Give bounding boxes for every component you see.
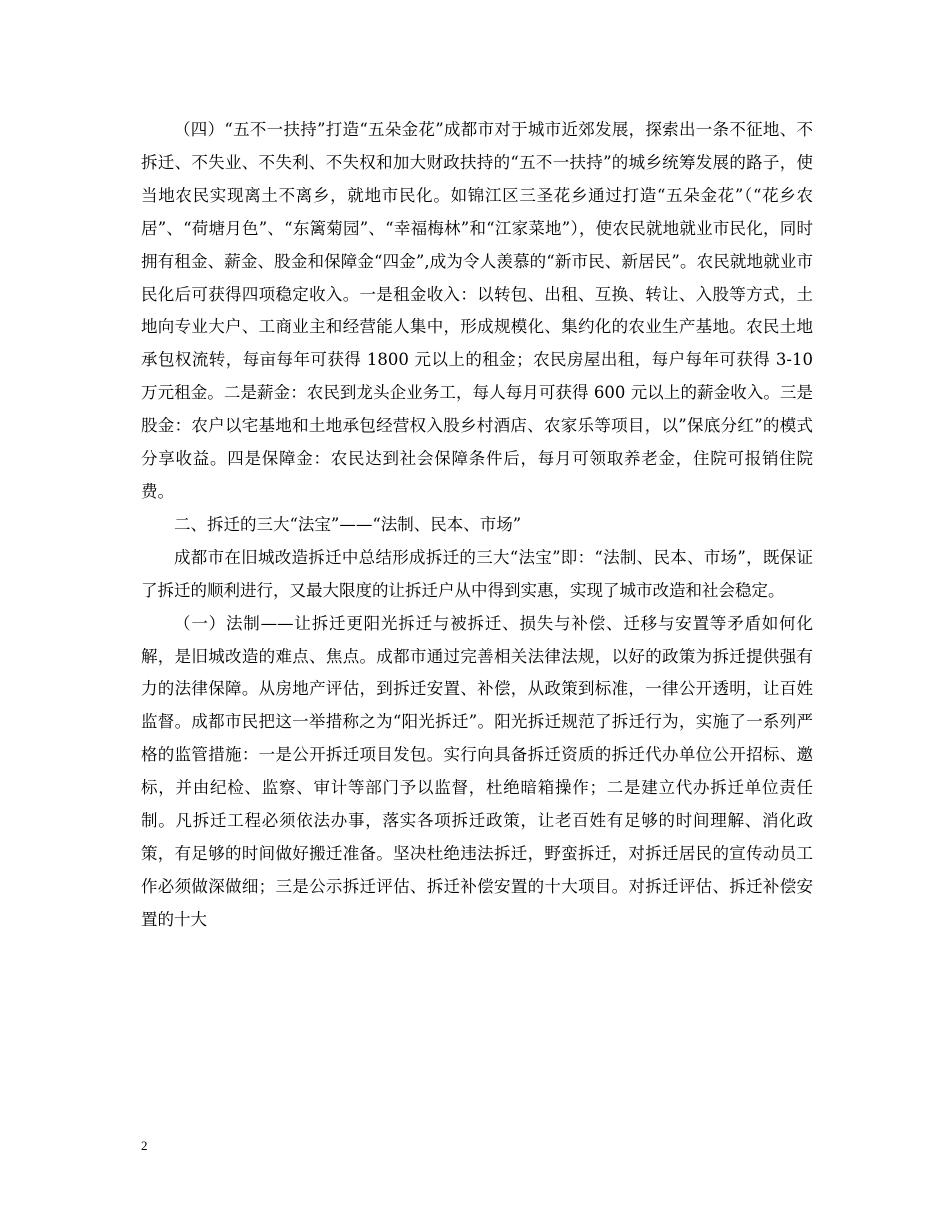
document-body	[141, 114, 813, 937]
section-heading-three-treasures: 二、拆迁的三大“法宝”——“法制、民本、市场”	[174, 514, 522, 534]
paragraph-three-treasures-intro: 成都市在旧城改造拆迁中总结形成拆迁的三大“法宝”即：“法制、民本、市场”，既保证了拆迁的顺利进行，又最大限度的让拆迁户从中得到实惠，实现了城市改造和社会稳定。	[141, 547, 813, 600]
paragraph-five-golden-flowers: （四）“五不一扶持”打造“五朵金花”成都市对于城市近郊发展，探索出一条不征地、不拆迁、不失业、不失利、不失权和加大财政扶持的“五不一扶持”的城乡统筹发展的路子，使当地农民实现离土不离乡，就地市民化。如锦江区三圣花乡通过打造“五朵金花”（“花乡农居”、“荷塘月色”、“东篱菊园”、“幸福梅林”和“江家菜地”），使农民就地就业市民化，同时拥有租金、薪金、股金和保障金“四金”,成为令人羡慕的“新市民、新居民”。农民就地就业市民化后可获得四项稳定收入。一是租金收入：以转包、出租、互换、转让、入股等方式，土地向专业大户、工商业主和经营能人集中，形成规模化、集约化的农业生产基地。农民土地承包权流转，每亩每年可获得 1800 元以上的租金；农民房屋出租，每户每年可获得 3-10 万元租金。二是薪金：农民到龙头企业务工，每人每月可获得 600 元以上的薪金收入。三是股金：农户以宅基地和土地承包经营权入股乡村酒店、农家乐等项目，以”保底分红”的模式分享收益。四是保障金：农民达到社会保障条件后，每月可领取养老金，住院可报销住院费。	[141, 120, 813, 501]
page-number: 2	[141, 1138, 148, 1153]
paragraph-legal-system: （一）法制——让拆迁更阳光拆迁与被拆迁、损失与补偿、迁移与安置等矛盾如何化解，是旧城改造的难点、焦点。成都市通过完善相关法律法规，以好的政策为拆迁提供强有力的法律保障。从房地产评估，到拆迁安置、补偿，从政策到标准，一律公开透明，让百姓监督。成都市民把这一举措称之为“阳光拆迁”。阳光拆迁规范了拆迁行为，实施了一系列严格的监管措施：一是公开拆迁项目发包。实行向具备拆迁资质的拆迁代办单位公开招标、邀标，并由纪检、监察、审计等部门予以监督，杜绝暗箱操作；二是建立代办拆迁单位责任制。凡拆迁工程必须依法办事，落实各项拆迁政策，让老百姓有足够的时间理解、消化政策，有足够的时间做好搬迁准备。坚决杜绝违法拆迁，野蛮拆迁，对拆迁居民的宣传动员工作必须做深做细；三是公示拆迁评估、拆迁补偿安置的十大项目。对拆迁评估、拆迁补偿安置的十大	[141, 613, 813, 929]
